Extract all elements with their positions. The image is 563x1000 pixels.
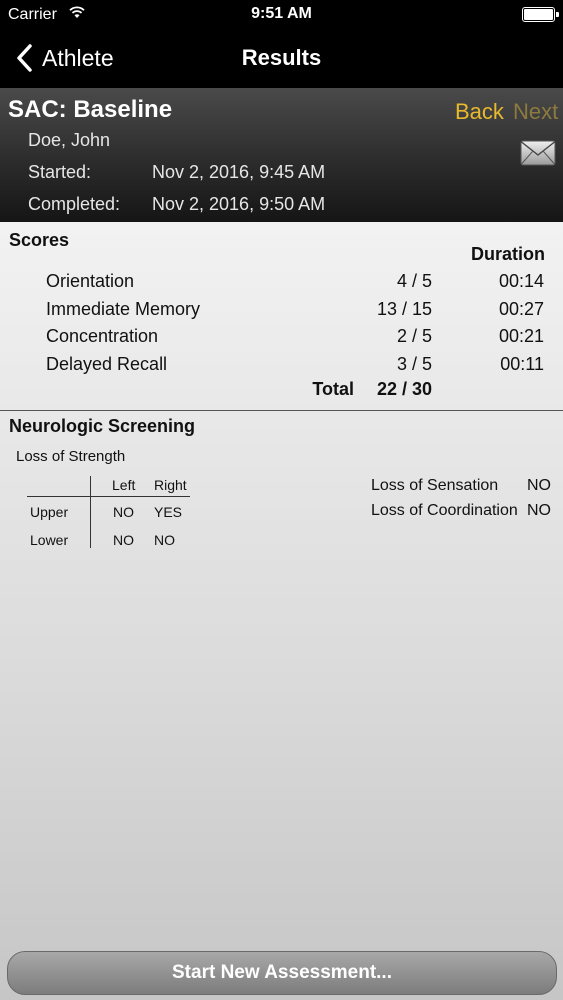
top-bar bbox=[0, 0, 563, 88]
strength-right-value: YES bbox=[154, 504, 183, 520]
score-name: Orientation bbox=[46, 271, 135, 291]
score-name: Delayed Recall bbox=[46, 354, 168, 374]
envelope-icon[interactable] bbox=[519, 136, 557, 170]
clock: 9:51 AM bbox=[251, 5, 312, 22]
score-value: 13 / 15 bbox=[376, 299, 432, 319]
assessment-header bbox=[0, 88, 563, 222]
strength-row-label: Upper bbox=[30, 504, 69, 520]
score-value: 4 / 5 bbox=[396, 271, 432, 291]
score-name: Concentration bbox=[46, 326, 159, 346]
back-button-label: Athlete bbox=[42, 44, 114, 71]
page-title: Results bbox=[241, 45, 322, 70]
coordination-value: NO bbox=[527, 502, 551, 519]
completed-value: Nov 2, 2016, 9:50 AM bbox=[152, 194, 326, 214]
score-value: 2 / 5 bbox=[396, 326, 432, 346]
strength-row-label: Lower bbox=[30, 532, 69, 548]
battery-icon bbox=[522, 7, 555, 22]
strength-right-value: NO bbox=[154, 532, 175, 548]
completed-label: Completed: bbox=[28, 194, 121, 214]
strength-left-value: NO bbox=[113, 532, 134, 548]
score-row bbox=[0, 299, 563, 325]
score-row bbox=[0, 326, 563, 352]
next-link[interactable]: Next bbox=[513, 99, 559, 124]
score-name: Immediate Memory bbox=[46, 299, 201, 319]
results-content bbox=[0, 222, 563, 1000]
strength-title: Loss of Strength bbox=[16, 448, 126, 465]
sensation-label: Loss of Sensation bbox=[371, 477, 499, 494]
start-new-assessment-button[interactable]: Start New Assessment... bbox=[7, 951, 557, 995]
score-duration: 00:21 bbox=[498, 326, 544, 346]
carrier-label: Carrier bbox=[8, 6, 57, 23]
score-duration: 00:14 bbox=[498, 271, 544, 291]
sensation-value: NO bbox=[527, 477, 551, 494]
section-divider bbox=[0, 410, 563, 411]
score-row bbox=[0, 354, 563, 380]
score-row bbox=[0, 271, 563, 297]
score-duration: 00:27 bbox=[498, 299, 544, 319]
strength-col-left: Left bbox=[112, 477, 136, 493]
started-label: Started: bbox=[28, 162, 92, 182]
neuro-title: Neurologic Screening bbox=[9, 416, 196, 436]
started-value: Nov 2, 2016, 9:45 AM bbox=[152, 162, 326, 182]
total-value: 22 / 30 bbox=[376, 379, 432, 399]
back-link[interactable]: Back bbox=[455, 99, 504, 124]
score-duration: 00:11 bbox=[500, 354, 544, 374]
strength-col-right: Right bbox=[154, 477, 187, 493]
score-value: 3 / 5 bbox=[396, 354, 432, 374]
total-label: Total bbox=[312, 379, 354, 399]
athlete-name: Doe, John bbox=[28, 130, 111, 150]
scores-title: Scores bbox=[9, 230, 70, 250]
strength-table-vline bbox=[90, 476, 91, 548]
assessment-title: SAC: Baseline bbox=[8, 96, 173, 123]
status-bar bbox=[0, 0, 563, 30]
duration-header: Duration bbox=[471, 244, 545, 264]
strength-table-hline bbox=[27, 496, 190, 497]
strength-left-value: NO bbox=[113, 504, 134, 520]
coordination-label: Loss of Coordination bbox=[371, 502, 518, 519]
